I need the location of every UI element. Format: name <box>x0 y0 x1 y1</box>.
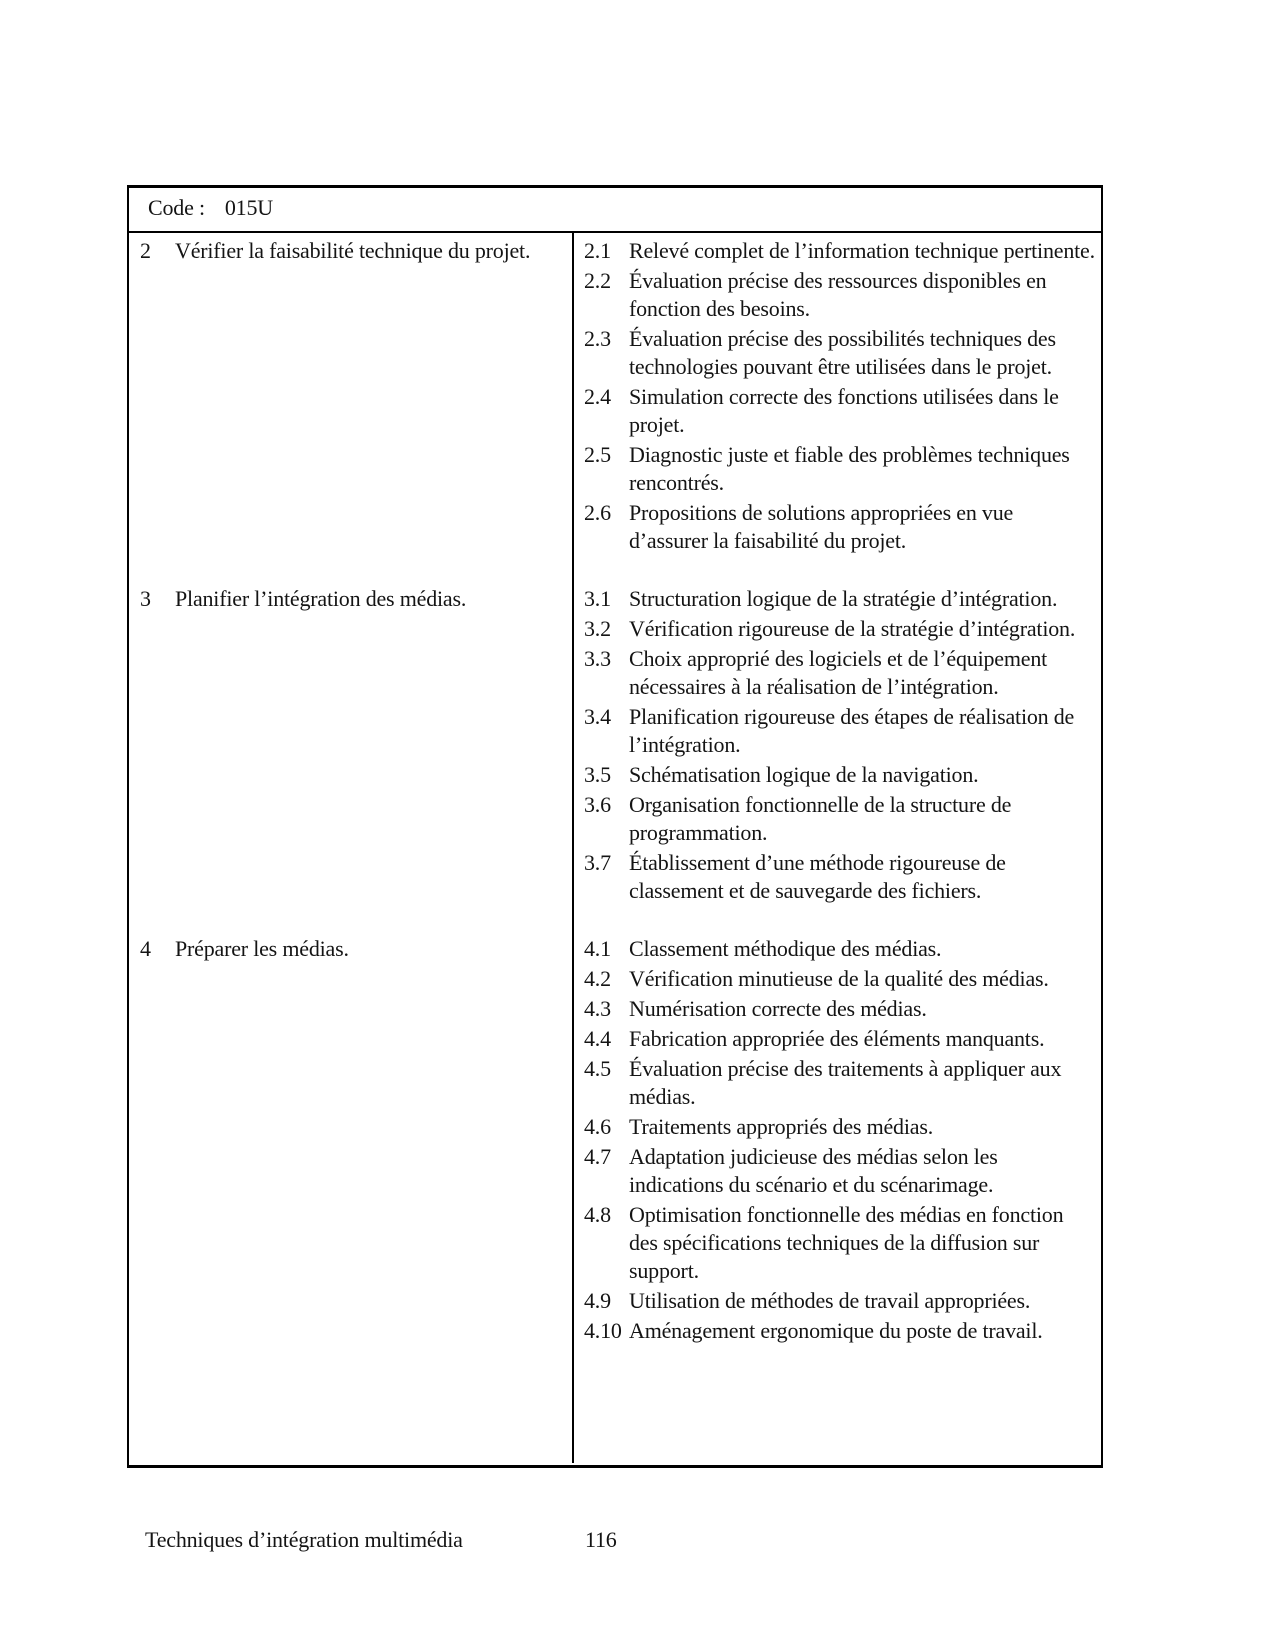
criterion-item <box>584 935 1097 963</box>
criterion-item <box>584 383 1097 439</box>
criterion-item <box>584 615 1097 643</box>
criterion-text: Évaluation précise des traitements à appliquer aux médias. <box>629 1056 1062 1109</box>
criterion-text: Structuration logique de la stratégie d’intégration. <box>629 586 1058 611</box>
criterion-number: 2.2 <box>584 268 611 293</box>
criterion-item <box>584 441 1097 497</box>
criteria-cell <box>572 237 1101 557</box>
criterion-text: Fabrication appropriée des éléments manquants. <box>629 1026 1045 1051</box>
criterion-item <box>584 703 1097 759</box>
criterion-number: 4.2 <box>584 966 611 991</box>
objective-text: Préparer les médias. <box>175 936 349 961</box>
criterion-text: Aménagement ergonomique du poste de travail. <box>629 1318 1043 1343</box>
criterion-number: 4.4 <box>584 1026 611 1051</box>
objective-cell <box>129 585 572 613</box>
criterion-item <box>584 791 1097 847</box>
criterion-number: 3.2 <box>584 616 611 641</box>
criterion-text: Classement méthodique des médias. <box>629 936 942 961</box>
criterion-item <box>584 1317 1097 1345</box>
criterion-text: Évaluation précise des possibilités techniques des technologies pouvant être utilisées dans le projet. <box>629 326 1056 379</box>
criterion-number: 3.4 <box>584 704 611 729</box>
page-footer <box>145 1526 945 1556</box>
criterion-number: 2.4 <box>584 384 611 409</box>
table-body <box>129 233 1101 1463</box>
criterion-number: 3.1 <box>584 586 611 611</box>
criterion-number: 2.5 <box>584 442 611 467</box>
objective-cell <box>129 237 572 265</box>
criterion-text: Organisation fonctionnelle de la structure de programmation. <box>629 792 1012 845</box>
criterion-item <box>584 995 1097 1023</box>
objective-text: Planifier l’intégration des médias. <box>175 586 467 611</box>
code-label: Code : <box>148 195 205 220</box>
criterion-item <box>584 499 1097 555</box>
section-row <box>129 237 1101 557</box>
criterion-number: 4.10 <box>584 1318 622 1343</box>
criterion-number: 3.7 <box>584 850 611 875</box>
criterion-item <box>584 1055 1097 1111</box>
criterion-item <box>584 645 1097 701</box>
criterion-text: Utilisation de méthodes de travail appropriées. <box>629 1288 1031 1313</box>
criteria-cell <box>572 935 1101 1347</box>
criterion-text: Planification rigoureuse des étapes de réalisation de l’intégration. <box>629 704 1075 757</box>
criterion-number: 3.3 <box>584 646 611 671</box>
objective-number: 2 <box>140 238 151 263</box>
criterion-number: 2.3 <box>584 326 611 351</box>
code-value: 015U <box>224 195 273 220</box>
section-row <box>129 935 1101 1347</box>
criterion-text: Diagnostic juste et fiable des problèmes techniques rencontrés. <box>629 442 1070 495</box>
criterion-number: 4.3 <box>584 996 611 1021</box>
criterion-number: 4.1 <box>584 936 611 961</box>
objective-cell <box>129 935 572 963</box>
table-header-row <box>129 188 1101 233</box>
criterion-text: Traitements appropriés des médias. <box>629 1114 933 1139</box>
criterion-item <box>584 585 1097 613</box>
criterion-text: Propositions de solutions appropriées en vue d’assurer la faisabilité du projet. <box>629 500 1014 553</box>
criterion-number: 3.6 <box>584 792 611 817</box>
criterion-text: Vérification rigoureuse de la stratégie d’intégration. <box>629 616 1076 641</box>
criterion-number: 3.5 <box>584 762 611 787</box>
criterion-text: Numérisation correcte des médias. <box>629 996 927 1021</box>
criterion-text: Schématisation logique de la navigation. <box>629 762 979 787</box>
criterion-text: Optimisation fonctionnelle des médias en fonction des spécifications techniques de la diffusion sur support. <box>629 1202 1064 1283</box>
criterion-text: Relevé complet de l’information technique pertinente. <box>629 238 1095 263</box>
footer-title: Techniques d’intégration multimédia <box>145 1527 463 1552</box>
criteria-cell <box>572 585 1101 907</box>
objective-number: 3 <box>140 586 151 611</box>
criterion-text: Choix approprié des logiciels et de l’équipement nécessaires à la réalisation de l’intégration. <box>629 646 1048 699</box>
criterion-item <box>584 761 1097 789</box>
criterion-text: Établissement d’une méthode rigoureuse de classement et de sauvegarde des fichiers. <box>629 850 1006 903</box>
criterion-number: 4.5 <box>584 1056 611 1081</box>
criterion-item <box>584 1143 1097 1199</box>
objective-number: 4 <box>140 936 151 961</box>
criterion-number: 2.6 <box>584 500 611 525</box>
criterion-text: Adaptation judicieuse des médias selon les indications du scénario et du scénarimage. <box>629 1144 998 1197</box>
competency-table <box>127 185 1103 1468</box>
criterion-number: 4.8 <box>584 1202 611 1227</box>
criterion-item <box>584 237 1097 265</box>
criterion-item <box>584 1287 1097 1315</box>
criterion-number: 2.1 <box>584 238 611 263</box>
objective-text: Vérifier la faisabilité technique du projet. <box>175 238 531 263</box>
column-divider <box>572 233 574 1463</box>
criterion-item <box>584 849 1097 905</box>
criterion-item <box>584 1025 1097 1053</box>
footer-page-number: 116 <box>585 1527 617 1552</box>
criterion-number: 4.9 <box>584 1288 611 1313</box>
criterion-item <box>584 325 1097 381</box>
criterion-text: Évaluation précise des ressources disponibles en fonction des besoins. <box>629 268 1047 321</box>
criterion-text: Vérification minutieuse de la qualité des médias. <box>629 966 1049 991</box>
criterion-item <box>584 1113 1097 1141</box>
criterion-item <box>584 965 1097 993</box>
criterion-item <box>584 1201 1097 1285</box>
criterion-text: Simulation correcte des fonctions utilisées dans le projet. <box>629 384 1059 437</box>
criterion-number: 4.7 <box>584 1144 611 1169</box>
criterion-item <box>584 267 1097 323</box>
section-row <box>129 585 1101 907</box>
criterion-number: 4.6 <box>584 1114 611 1139</box>
